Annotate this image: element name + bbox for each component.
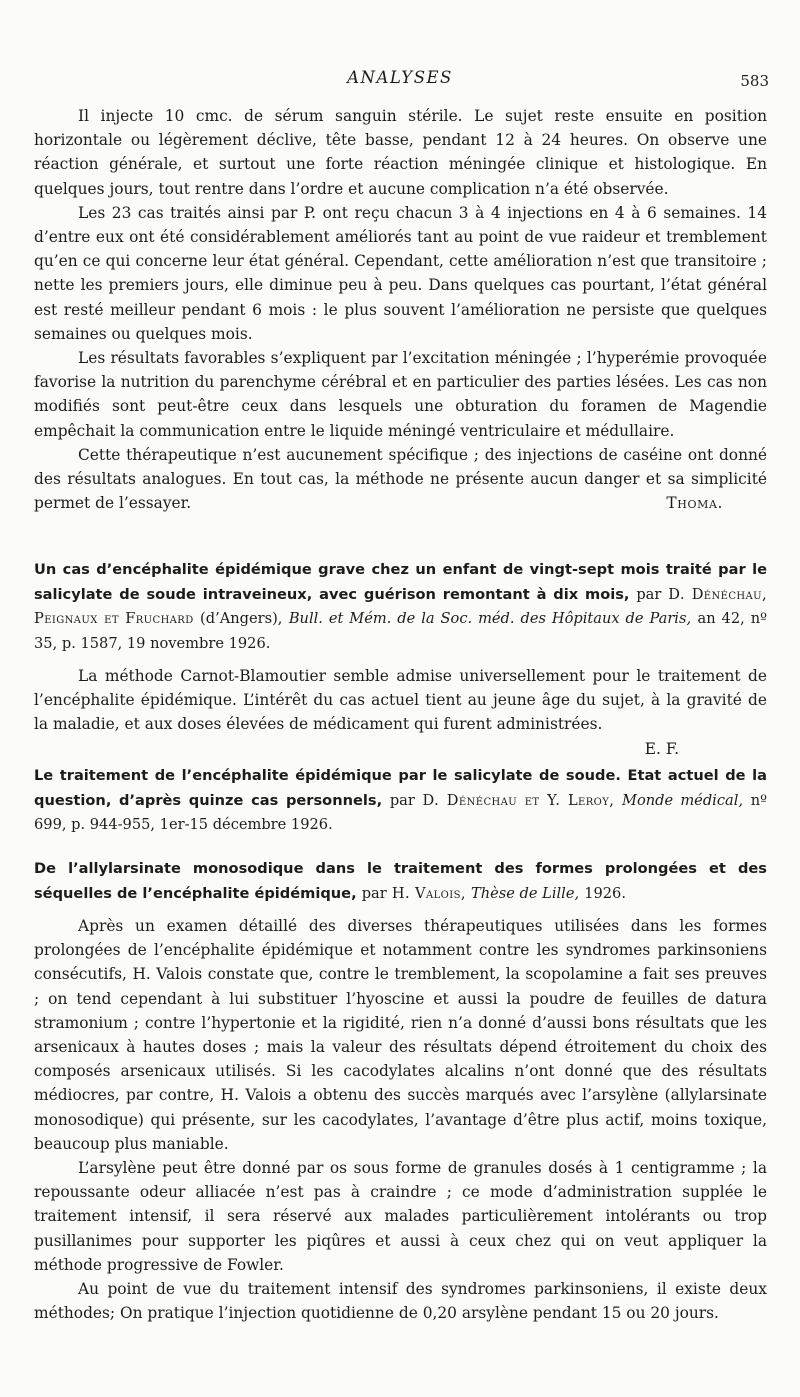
- journal: Monde médical,: [622, 791, 744, 809]
- paragraph: [34, 443, 767, 516]
- year: 1926.: [584, 884, 626, 902]
- paragraph-text: Cette thérapeutique n’est aucunement spécifique ; des injections de caséine ont donné des résultats analogues. En tout cas, la méthode ne présente aucun danger et sa simplicité permet de l’essayer.: [34, 445, 767, 513]
- paragraph: Les 23 cas traités ainsi par P. ont reçu chacun 3 à 4 injections en 4 à 6 semaines. 14 d’entre eux ont été considérablement améliorés tant au point de vue raideur et tremblement qu’en ce qui concerne leur état général. Cependant, cette amélioration n’est que transitoire ; nette les premiers jours, elle diminue peu à peu. Dans quelques cas pourtant, l’état général est resté meilleur pendant 6 mois : le plus souvent l’amélioration ne persiste que quelques semaines ou quelques mois.: [34, 203, 767, 343]
- paragraph: Après un examen détaillé des diverses thérapeutiques utilisées dans les formes prolongées de l’encéphalite épidémique et notamment contre les syndromes parkinsoniens consécutifs, H. Valois constate que, contre le tremblement, la scopolamine a fait ses preuves ; on tend cependant à lui substituer l’hyoscine et aussi la poudre de feuilles de datura stramonium ; contre l’hypertonie et la rigidité, rien n’a donné d’aussi bons résultats que les arsenicaux à hautes doses ; mais la valeur des résultats dépend étroitement du choix des composés arsenicaux utilisés. Si les cacodylates alcalins n’ont donné que des résultats médiocres, par contre, H. Valois a obtenu des succès marqués avec l’arsylène (allylarsinate monosodique) qui présente, sur les cacodylates, l’avantage d’être plus actif, moins toxique, beaucoup plus maniable.: [34, 917, 767, 1153]
- paragraph: Les résultats favorables s’expliquent par l’excitation méningée ; l’hyperémie provoquée favorise la nutrition du parenchyme cérébral et en particulier des parties lésées. Les cas non modifiés sont peut-être ceux dans lesquels une obturation du foramen de Magendie empêchait la communication entre le liquide méningé ventriculaire et médullaire.: [34, 349, 767, 440]
- journal: Bull. et Mém. de la Soc. méd. des Hôpitaux de Paris,: [288, 610, 692, 627]
- paragraph: Au point de vue du traitement intensif des syndromes parkinsoniens, il existe deux méthodes; On pratique l’injection quotidienne de 0,20 arsylène pendant 15 ou 20 jours.: [34, 1280, 767, 1323]
- by-word: par: [636, 585, 662, 603]
- authors: D. Dénéchau, Peignaux et Fruchard: [34, 585, 767, 627]
- reviewer-signature: Thoma.: [666, 494, 723, 513]
- article-title-text: Un cas d’encéphalite épidémique grave chez un enfant de vingt-sept mois traité par le salicylate de soude intraveineux, avec guérison remontant à dix mois,: [34, 561, 767, 603]
- article-continuation: [34, 104, 767, 515]
- article-entry: [34, 857, 767, 1325]
- author: H. Valois,: [391, 884, 466, 902]
- by-word: par: [361, 884, 387, 902]
- reviewer-signature: E. F.: [644, 739, 679, 758]
- by-word: par: [389, 791, 415, 809]
- article-title-text: Le traitement de l’encéphalite épidémique par le salicylate de soude. Etat actuel de la question, d’après quinze cas personnels,: [34, 767, 767, 809]
- article-title: [34, 857, 767, 906]
- article-entry: [34, 764, 767, 838]
- paragraph: La méthode Carnot-Blamoutier semble admise universellement pour le traitement de l’encéphalite épidémique. L’intérêt du cas actuel tient au jeune âge du sujet, à la gravité de la maladie, et aux doses élevées de médicament qui furent administrées.: [34, 667, 767, 734]
- place: (d’Angers),: [200, 610, 283, 627]
- article-title: [34, 558, 767, 656]
- journal: Thèse de Lille,: [470, 884, 580, 902]
- article-title: [34, 764, 767, 838]
- authors: D. Dénéchau et Y. Leroy,: [422, 791, 615, 809]
- citation-details: an 42, nº 35, p. 1587, 19 novembre 1926.: [34, 610, 767, 652]
- article-entry: [34, 558, 767, 761]
- running-head-title: ANALYSES: [347, 68, 453, 87]
- running-head: [0, 68, 800, 96]
- paragraph: L’arsylène peut être donné par os sous forme de granules dosés à 1 centigramme ; la repoussante odeur alliacée n’est pas à craindre ; ce mode d’administration supplée le traitement intensif, il sera réservé aux malades particulièrement intolérants ou trop pusillanimes pour supporter les piqûres et aussi à ceux chez qui on veut appliquer la méthode progressive de Fowler.: [34, 1159, 767, 1274]
- citation-details: nº 699, p. 944-955, 1er-15 décembre 1926.: [34, 791, 767, 833]
- paragraph: Il injecte 10 cmc. de sérum sanguin stérile. Le sujet reste ensuite en position horizontale ou légèrement déclive, tête basse, pendant 12 à 24 heures. On observe une réaction générale, et surtout une forte réaction méningée clinique et histologique. En quelques jours, tout rentre dans l’ordre et aucune complication n’a été observée.: [34, 107, 767, 198]
- page-number: 583: [740, 72, 769, 90]
- article-title-text: De l’allylarsinate monosodique dans le traitement des formes prolongées et des séquelles de l’encéphalite épidémique,: [34, 860, 767, 902]
